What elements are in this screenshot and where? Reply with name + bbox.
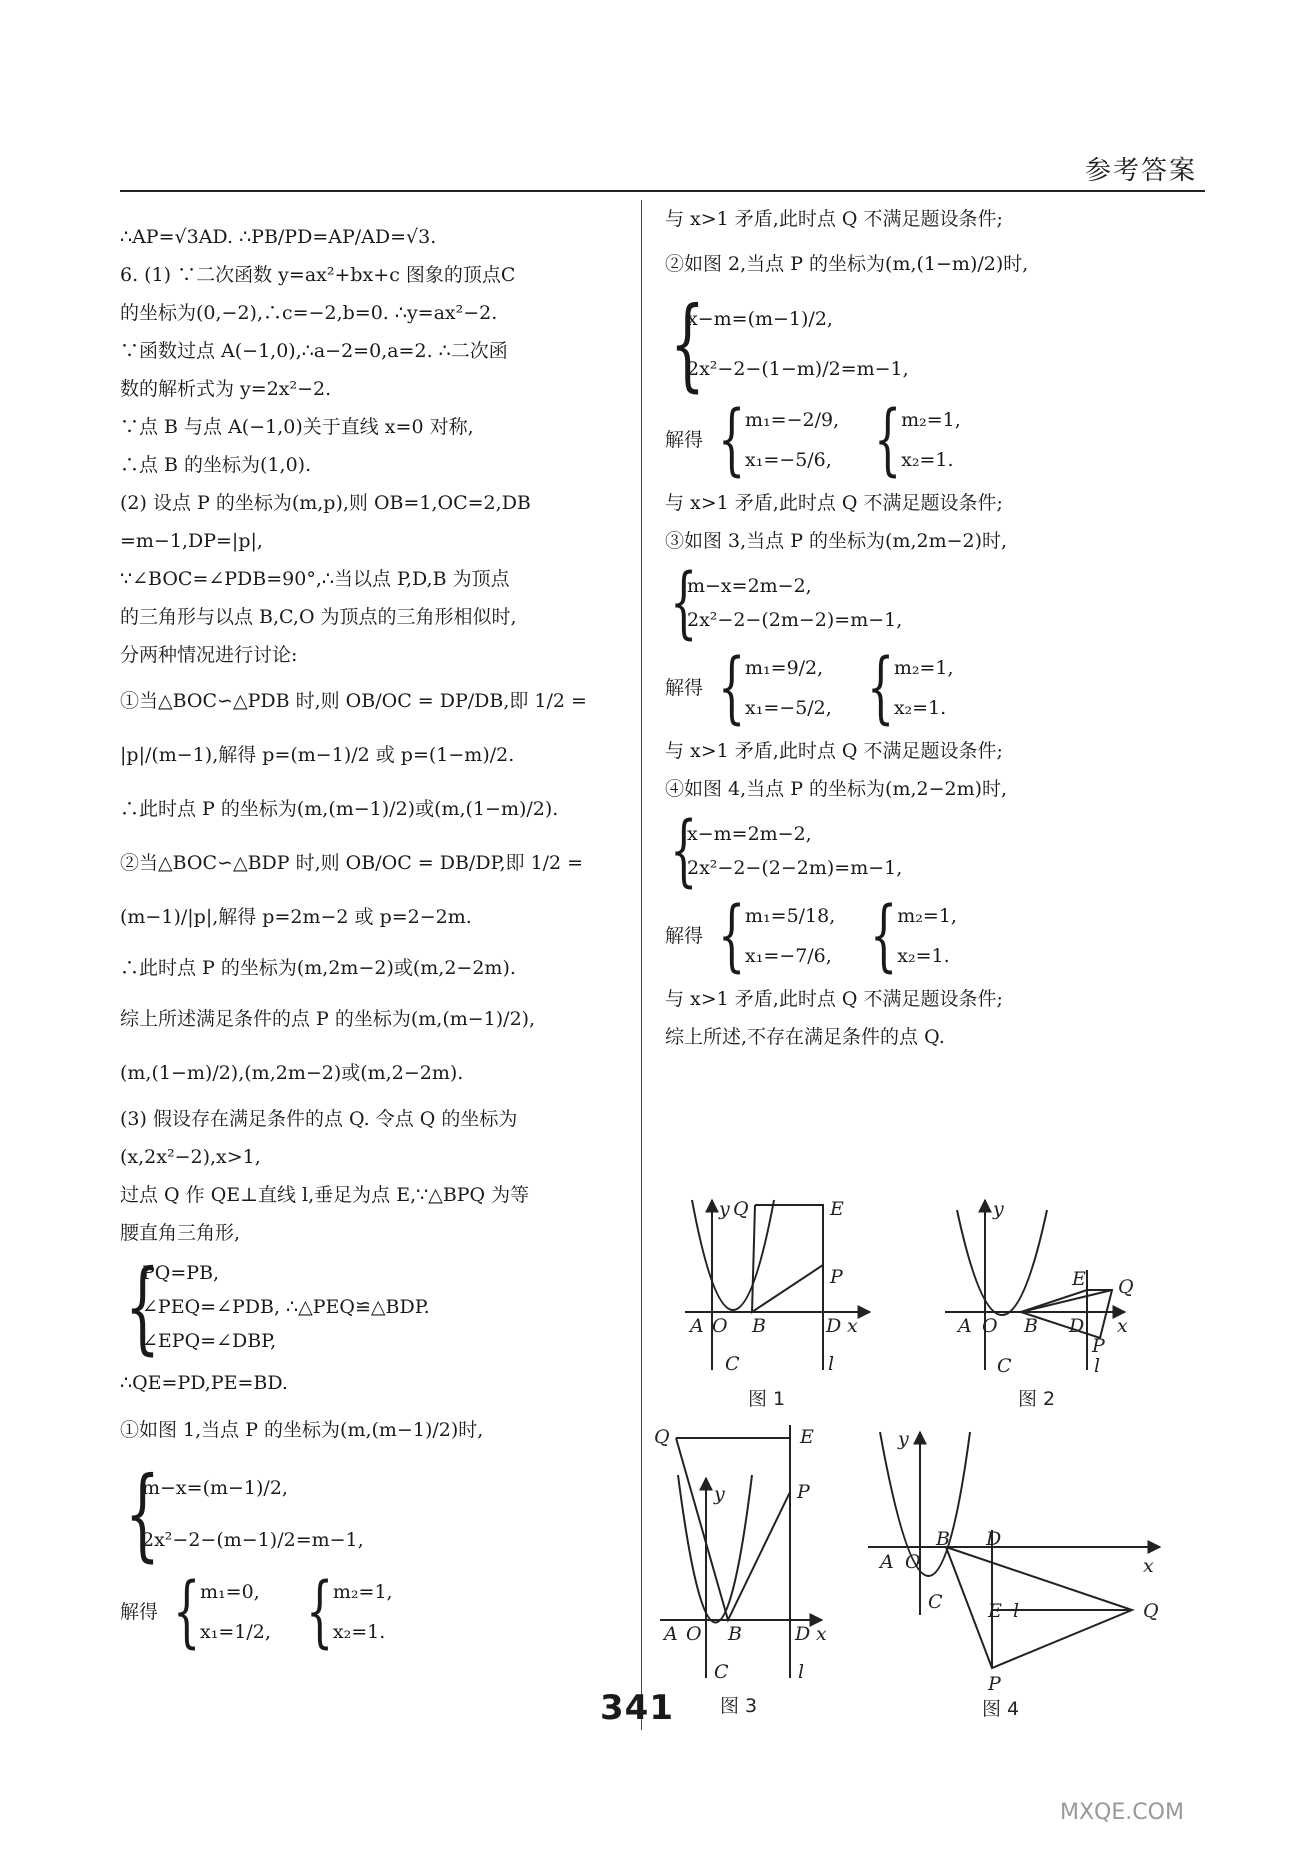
left-brace: { [874,395,902,485]
solve-label: 解得 [120,1601,159,1623]
case3-solution [665,643,1185,733]
fig2-label-P: P [1092,1335,1105,1357]
fig4-label-D: D [986,1528,1002,1550]
text-line: ∵函数过点 A(−1,0),∴a−2=0,a=2. ∴二次函 [120,340,508,362]
case2-system [665,285,1185,402]
fig4-label-C: C [928,1591,943,1613]
case4-solution [665,891,1185,981]
left-brace: { [124,1248,160,1365]
text-line: 综上所述,不存在满足条件的点 Q. [665,1026,945,1048]
solution-line: x₂=1. [897,945,950,967]
text-line: 分两种情况进行讨论: [120,644,298,666]
text-line: ①当△BOC∽△PDB 时,则 OB/OC = DP/DB,即 1/2 = [120,690,587,712]
solution-line: x₁=1/2, [200,1621,271,1643]
text-line: ②当△BOC∽△BDP 时,则 OB/OC = DB/DP,即 1/2 = [120,852,584,874]
text-line: 数的解析式为 y=2x²−2. [120,378,332,400]
text-line: 腰直角三角形, [120,1222,241,1244]
figure-4 [868,1432,1160,1668]
left-brace: { [669,558,698,648]
fig3-label-y: y [714,1483,725,1505]
case2-solution [665,395,1185,485]
fig4-caption: 图 4 [982,1698,1020,1720]
system-line: PQ=PB, [142,1262,220,1284]
text-line: =m−1,DP=|p|, [120,530,263,552]
fig2-label-B: B [1024,1315,1038,1337]
text-line: 6. (1) ∵二次函数 y=ax²+bx+c 图象的顶点C [120,264,516,286]
text-line: 的三角形与以点 B,C,O 为顶点的三角形相似时, [120,606,517,628]
fig1-label-C: C [725,1353,740,1375]
text-line: 综上所述满足条件的点 P 的坐标为(m,(m−1)/2), [120,1008,536,1030]
left-brace: { [669,285,705,402]
case3-system [665,558,1185,648]
text-line: (x,2x²−2),x>1, [120,1146,261,1168]
solution-line: x₂=1. [893,697,947,719]
left-brace: { [870,891,898,981]
column-divider [641,200,642,1730]
case4-system [665,806,1185,896]
text-line: ∵点 B 与点 A(−1,0)关于直线 x=0 对称, [120,416,474,438]
fig4-label-O: O [905,1551,921,1573]
left-brace: { [172,1567,201,1657]
solve-label: 解得 [665,677,704,699]
text-line: ∴此时点 P 的坐标为(m,(m−1)/2)或(m,(1−m)/2). [120,798,559,820]
system-line: m−x=(m−1)/2, [142,1477,288,1499]
solution-line: m₁=9/2, [745,657,824,679]
text-line: 与 x>1 矛盾,此时点 Q 不满足题设条件; [665,740,1003,762]
system-line: x−m=2m−2, [687,823,812,845]
solution-line: x₂=1. [901,449,954,471]
solution-line: m₂=1, [897,905,957,927]
text-line: ④如图 4,当点 P 的坐标为(m,2−2m)时, [665,778,1008,800]
fig4-label-Q: Q [1143,1600,1159,1622]
fig1-label-A: A [690,1315,704,1337]
text-line: 与 x>1 矛盾,此时点 Q 不满足题设条件; [665,492,1003,514]
fig4-label-B: B [936,1528,950,1550]
text-line: ①如图 1,当点 P 的坐标为(m,(m−1)/2)时, [120,1419,484,1441]
fig2-caption: 图 2 [1018,1388,1056,1410]
fig4-label-E: E [988,1600,1002,1622]
fig1-label-l: l [828,1353,835,1375]
solution-line: m₁=−2/9, [745,409,840,431]
left-brace: { [866,643,895,733]
fig1-label-D: D [826,1315,842,1337]
solution-line: m₁=5/18, [745,905,836,927]
solution-line: x₂=1. [332,1621,386,1643]
fig3-caption: 图 3 [720,1695,758,1717]
fig3-label-A: A [664,1623,678,1645]
fig2-label-E: E [1072,1268,1086,1290]
text-line: ∵∠BOC=∠PDB=90°,∴当以点 P,D,B 为顶点 [120,568,510,590]
left-brace: { [669,806,698,896]
text-line: |p|/(m−1),解得 p=(m−1)/2 或 p=(1−m)/2. [120,744,515,766]
fig4-label-x: x [1143,1555,1154,1577]
left-brace: { [305,1567,334,1657]
solution-line: m₁=0, [200,1581,260,1603]
fig1-label-x: x [847,1315,858,1337]
header-title: 参考答案 [1084,156,1197,186]
text-line: (m−1)/|p|,解得 p=2m−2 或 p=2−2m. [120,906,472,928]
fig1-caption: 图 1 [748,1388,786,1410]
fig1-label-y: y [719,1198,730,1220]
fig2-label-O: O [982,1315,998,1337]
right-column [665,200,1185,1056]
fig3-label-l: l [798,1661,805,1683]
page-number: 341 [600,1688,674,1728]
text-line: 与 x>1 矛盾,此时点 Q 不满足题设条件; [665,988,1003,1010]
text-line: (2) 设点 P 的坐标为(m,p),则 OB=1,OC=2,DB [120,492,531,514]
solution-line: m₂=1, [901,409,961,431]
fig3-label-P: P [797,1481,810,1503]
left-column [120,218,625,1656]
figure-2 [945,1200,1125,1370]
fig1-label-O: O [712,1315,728,1337]
header-rule [120,190,1205,192]
fig2-label-l: l [1094,1355,1101,1377]
system-line: 2x²−2−(2m−2)=m−1, [687,609,903,631]
text-line: ∴此时点 P 的坐标为(m,2m−2)或(m,2−2m). [120,957,516,979]
system-line: ∠EPQ=∠DBP, [142,1330,277,1352]
fig3-label-O: O [686,1623,702,1645]
text-line: ∴AP=√3AD. ∴PB/PD=AP/AD=√3. [120,226,437,248]
text-line: ∴点 B 的坐标为(1,0). [120,454,312,476]
fig3-label-x: x [816,1623,827,1645]
system-line: x−m=(m−1)/2, [687,308,833,330]
solution-line: x₁=−5/2, [745,697,832,719]
figure-3 [660,1425,822,1678]
figure-1 [685,1200,870,1370]
left-brace: { [124,1455,160,1572]
case1-system [120,1455,625,1572]
fig2-label-D: D [1069,1315,1085,1337]
fig3-label-C: C [714,1661,729,1683]
fig2-label-Q: Q [1118,1276,1134,1298]
fig2-label-A: A [958,1315,972,1337]
fig3-label-Q: Q [654,1426,670,1448]
system-line: 2x²−2−(1−m)/2=m−1, [687,358,909,380]
solution-line: x₁=−7/6, [745,945,832,967]
fig1-label-B: B [752,1315,766,1337]
solve-label: 解得 [665,429,704,451]
fig3-label-E: E [800,1426,814,1448]
fig2-label-y: y [993,1198,1004,1220]
fig1-label-Q: Q [733,1198,749,1220]
fig4-label-P: P [988,1673,1001,1695]
fig4-label-l: l [1013,1600,1020,1622]
left-brace: { [717,395,746,485]
text-line: 的坐标为(0,−2),∴c=−2,b=0. ∴y=ax²−2. [120,302,498,324]
text-line: ②如图 2,当点 P 的坐标为(m,(1−m)/2)时, [665,253,1029,275]
text-line: (m,(1−m)/2),(m,2m−2)或(m,2−2m). [120,1062,464,1084]
text-line: ∴QE=PD,PE=BD. [120,1372,288,1394]
fig4-label-A: A [880,1551,894,1573]
fig3-label-D: D [795,1623,811,1645]
system-line: 2x²−2−(2−2m)=m−1, [687,857,903,879]
solve-label: 解得 [665,925,704,947]
solution-line: m₂=1, [893,657,954,679]
system-line: 2x²−2−(m−1)/2=m−1, [142,1529,364,1551]
fig1-label-P: P [830,1266,843,1288]
text-line: ③如图 3,当点 P 的坐标为(m,2m−2)时, [665,530,1008,552]
text-line: 与 x>1 矛盾,此时点 Q 不满足题设条件; [665,208,1003,230]
fig3-label-B: B [728,1623,742,1645]
fig2-label-x: x [1117,1315,1128,1337]
solution-line: x₁=−5/6, [745,449,832,471]
fig1-label-E: E [830,1198,844,1220]
text-line: 过点 Q 作 QE⊥直线 l,垂足为点 E,∵△BPQ 为等 [120,1184,530,1206]
fig4-label-y: y [898,1428,909,1450]
watermark-text: MXQE.COM [1060,1800,1184,1825]
fig2-label-C: C [997,1355,1012,1377]
left-brace: { [717,643,746,733]
system-line: ∠PEQ=∠PDB, ∴△PEQ≌△BDP. [142,1296,430,1318]
solution-line: m₂=1, [332,1581,393,1603]
case1-solution [120,1567,625,1657]
congruence-system [120,1248,625,1365]
system-line: m−x=2m−2, [687,575,812,597]
left-brace: { [717,891,746,981]
text-line: (3) 假设存在满足条件的点 Q. 令点 Q 的坐标为 [120,1108,518,1130]
